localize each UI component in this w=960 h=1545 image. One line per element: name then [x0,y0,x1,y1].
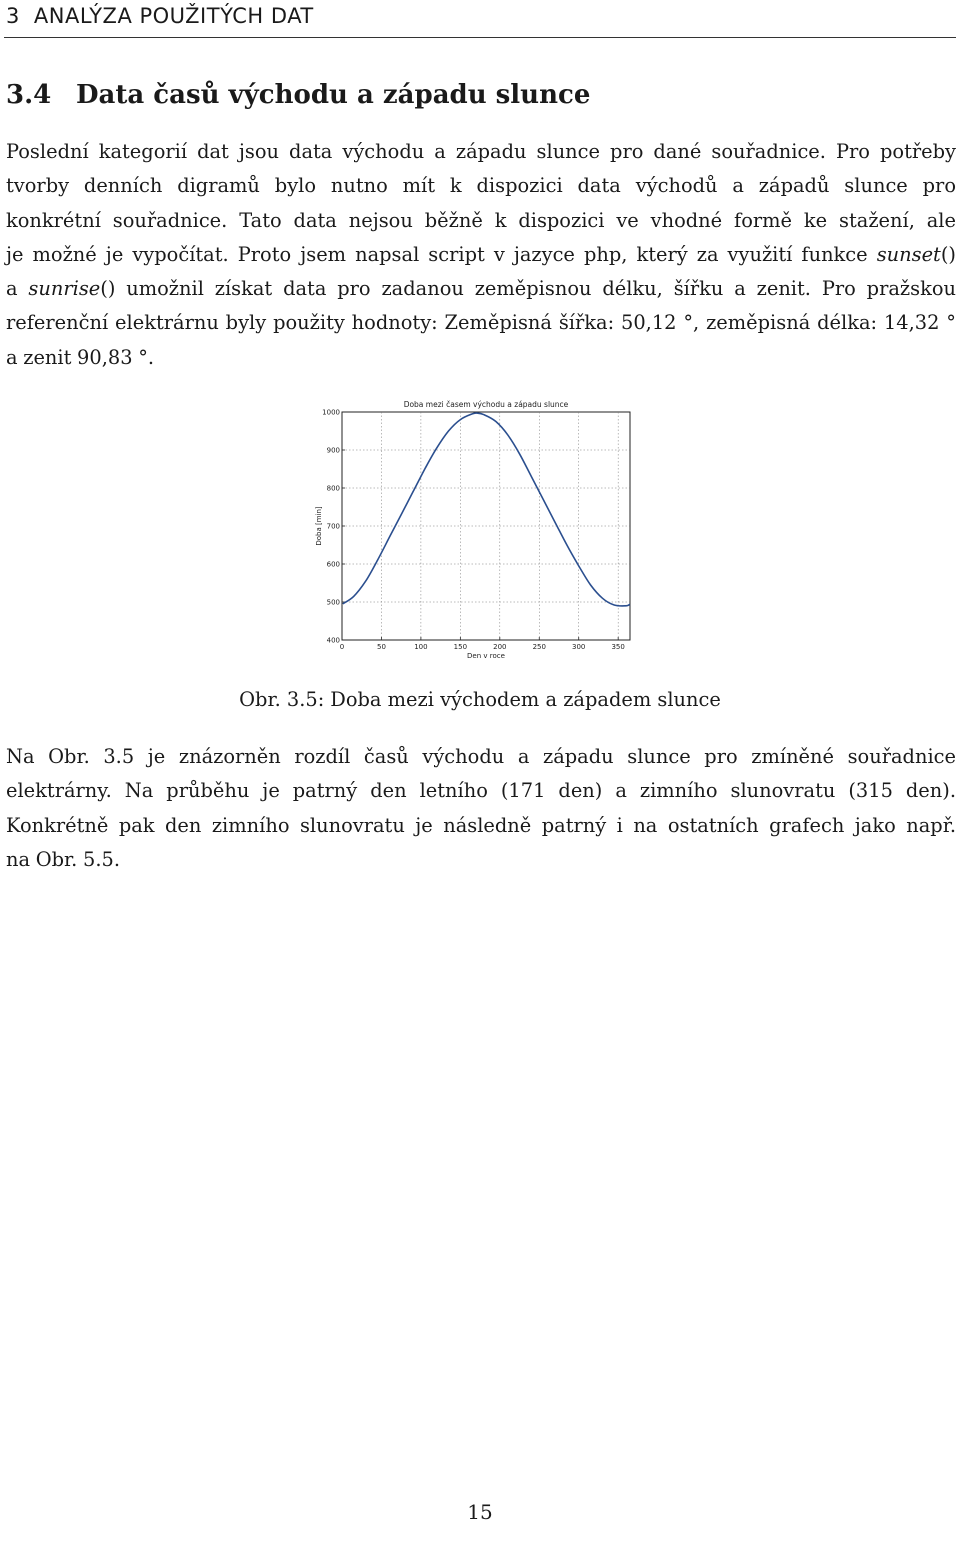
paragraph-line: a zenit 90,83 °. [6,345,155,369]
function-parens: () [940,242,956,266]
paragraph-line: elektrárny. Na průběhu je patrný den letního (171 den) a zimního slunovratu (315 den). [6,779,956,803]
x-tick-label: 250 [532,643,546,651]
paragraph-line [6,238,956,272]
x-tick-label: 0 [339,643,345,651]
paragraph-line: na Obr. 5.5. [6,847,120,871]
figure-chart [300,396,640,664]
y-tick-label: 500 [326,598,340,607]
header-rule [4,37,956,38]
paragraph-text: () umožnil získat data pro zadanou zeměpisnou délku, šířku a zenit. Pro pražskou [100,277,956,301]
page-number: 15 [467,1500,493,1524]
x-axis-label: Den v roce [467,652,505,660]
chapter-number: 3 [6,4,20,28]
x-tick-label: 100 [414,643,428,651]
paragraph-line: referenční elektrárnu byly použity hodnoty: Zeměpisná šířka: 50,12 °, zeměpisná délka: 14,32 ° [6,311,956,335]
caption-text: Doba mezi východem a západem slunce [330,688,721,711]
paragraph-line: Na Obr. 3.5 je znázorněn rozdíl časů východu a západu slunce pro zmíněné souřadnice [6,745,956,768]
y-axis-label: Doba [min] [315,506,323,546]
paragraph-intro [6,135,956,375]
paragraph-line: tvorby denních digramů bylo nutno mít k dispozici data východů a západů slunce pro [6,174,956,198]
paragraph-line: Konkrétně pak den zimního slunovratu je následně patrný i na ostatních grafech jako např. [6,813,956,837]
x-tick-label: 350 [611,643,625,651]
function-name-sunset: sunset [876,242,941,266]
paragraph-text: a [6,277,18,301]
section-number: 3.4 [6,80,52,110]
x-tick-label: 150 [453,643,468,651]
section-heading [6,80,590,110]
chapter-title: ANALÝZA POUŽITÝCH DAT [33,4,314,28]
paragraph-discussion [6,740,956,877]
x-tick-label: 200 [493,643,507,651]
x-tick-label: 300 [572,643,586,651]
caption-label: Obr. 3.5: [239,688,325,711]
daylength-chart [300,396,640,664]
paragraph-line: konkrétní souřadnice. Tato data nejsou běžně k dispozici ve vhodné formě ke stažení, ale [6,208,956,232]
section-title: Data časů východu a západu slunce [76,80,591,110]
y-tick-label: 800 [326,484,340,493]
y-tick-label: 400 [326,636,340,645]
paragraph-line: Poslední kategorií dat jsou data východu a západu slunce pro dané souřadnice. Pro potřeby [6,140,956,163]
y-tick-label: 1000 [322,408,340,417]
chart-title: Doba mezi časem východu a západu slunce [403,400,569,409]
y-tick-label: 700 [326,522,340,531]
y-tick-label: 900 [326,446,340,455]
paragraph-text: je možné je vypočítat. Proto jsem napsal script v jazyce php, který za využití funkce [6,242,868,266]
figure-caption [0,688,960,711]
paragraph-line [6,272,956,306]
running-head [6,4,314,28]
function-name-sunrise: sunrise [28,277,101,301]
y-tick-label: 600 [326,560,340,569]
x-tick-label: 50 [376,643,386,651]
